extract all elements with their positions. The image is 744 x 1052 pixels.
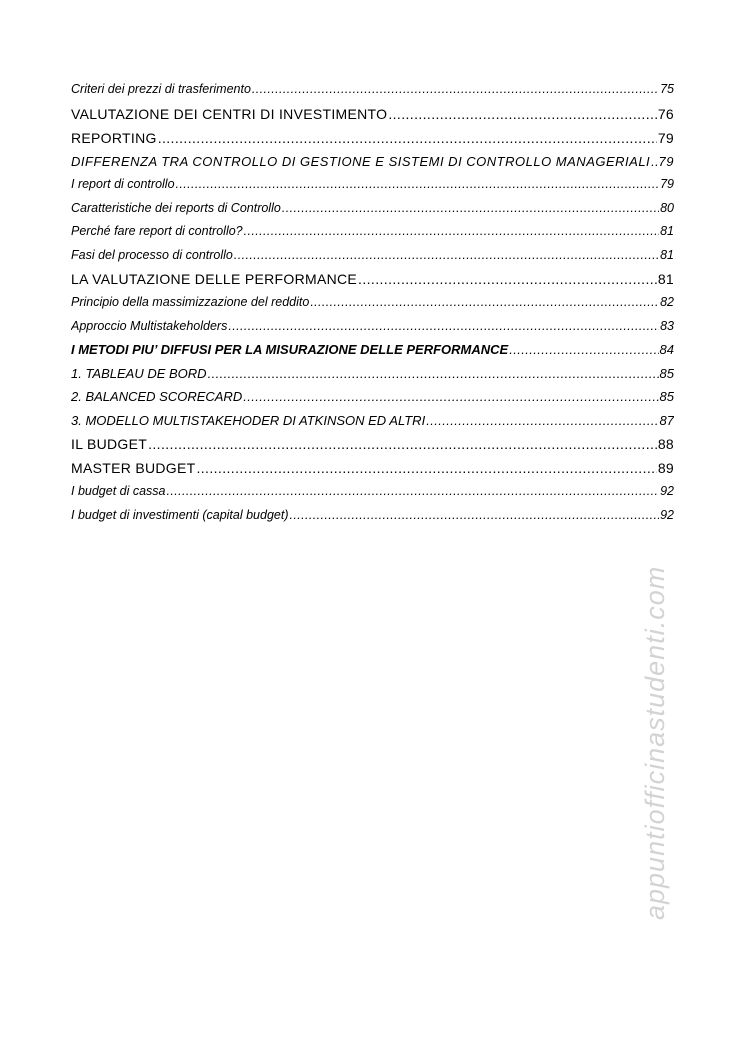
toc-entry[interactable]: [71, 456, 674, 480]
toc-entry-page: 76: [657, 105, 674, 122]
toc-entry[interactable]: [71, 244, 674, 268]
toc-entry-title: REPORTING: [71, 129, 157, 146]
toc-dot-leader: [167, 480, 660, 504]
toc-entry-page: 92: [660, 507, 674, 522]
toc-entry-page: 81: [657, 271, 674, 287]
toc-entry-title: IL BUDGET: [71, 436, 148, 452]
toc-entry-title: 1. TABLEAU DE BORD: [71, 365, 207, 381]
toc-entry-title: LA VALUTAZIONE DELLE PERFORMANCE: [71, 271, 358, 287]
toc-dot-leader: [651, 150, 657, 174]
toc-entry[interactable]: [71, 267, 674, 291]
toc-entry[interactable]: [71, 150, 674, 174]
toc-entry[interactable]: [71, 480, 674, 504]
toc-entry-title: Caratteristiche dei reports di Controllo: [71, 200, 281, 215]
table-of-contents: [71, 78, 674, 527]
toc-entry[interactable]: [71, 504, 674, 528]
toc-entry-page: 79: [658, 153, 674, 169]
toc-entry-page: 80: [660, 200, 674, 215]
toc-entry[interactable]: [71, 78, 674, 102]
toc-dot-leader: [282, 197, 659, 221]
toc-entry-page: 84: [659, 342, 674, 357]
toc-entry[interactable]: [71, 173, 674, 197]
toc-entry[interactable]: [71, 338, 674, 362]
toc-entry[interactable]: [71, 291, 674, 315]
toc-dot-leader: [176, 173, 660, 197]
toc-entry-page: 82: [660, 295, 674, 309]
toc-entry-title: DIFFERENZA TRA CONTROLLO DI GESTIONE E SISTEMI DI CONTROLLO MANAGERIALI: [71, 153, 651, 169]
toc-entry-page: 92: [660, 484, 674, 498]
toc-entry-title: I METODI PIU’ DIFFUSI PER LA MISURAZIONE DELLE PERFORMANCE: [71, 342, 509, 357]
toc-entry-page: 81: [660, 224, 674, 238]
toc-dot-leader: [252, 78, 659, 102]
toc-dot-leader: [290, 504, 660, 528]
toc-entry[interactable]: [71, 220, 674, 244]
toc-entry[interactable]: [71, 409, 674, 433]
toc-dot-leader: [158, 126, 657, 150]
toc-entry-title: Principio della massimizzazione del reddito: [71, 295, 310, 309]
toc-entry-page: 89: [657, 460, 674, 476]
toc-entry[interactable]: [71, 432, 674, 456]
toc-entry[interactable]: [71, 197, 674, 221]
toc-entry-title: Approccio Multistakeholders: [71, 318, 228, 333]
toc-entry[interactable]: [71, 315, 674, 339]
toc-entry-page: 79: [657, 129, 674, 146]
toc-dot-leader: [310, 291, 659, 315]
toc-entry-page: 88: [657, 436, 674, 452]
toc-dot-leader: [243, 385, 658, 409]
toc-dot-leader: [208, 362, 659, 386]
toc-entry-title: Perché fare report di controllo?: [71, 224, 243, 238]
toc-dot-leader: [244, 220, 659, 244]
toc-entry-title: I report di controllo: [71, 177, 175, 191]
toc-entry[interactable]: [71, 102, 674, 126]
toc-entry-title: I budget di investimenti (capital budget): [71, 507, 289, 522]
toc-entry-page: 81: [660, 247, 674, 262]
toc-entry[interactable]: [71, 126, 674, 150]
toc-dot-leader: [196, 456, 656, 480]
toc-entry-title: Criteri dei prezzi di trasferimento: [71, 82, 251, 96]
toc-entry-page: 87: [659, 412, 674, 428]
toc-dot-leader: [148, 432, 657, 456]
toc-entry-title: 2. BALANCED SCORECARD: [71, 389, 243, 404]
watermark: appuntiofficinastudenti.com: [640, 565, 670, 920]
toc-entry-page: 85: [659, 389, 674, 404]
toc-dot-leader: [228, 315, 659, 339]
toc-entry-title: MASTER BUDGET: [71, 460, 196, 476]
toc-entry-page: 75: [660, 82, 674, 96]
toc-entry-page: 79: [660, 177, 674, 191]
toc-entry-title: VALUTAZIONE DEI CENTRI DI INVESTIMENTO: [71, 105, 388, 122]
toc-dot-leader: [509, 338, 658, 362]
toc-dot-leader: [358, 267, 657, 291]
toc-entry[interactable]: [71, 385, 674, 409]
toc-dot-leader: [426, 409, 658, 433]
toc-entry-title: I budget di cassa: [71, 484, 166, 498]
toc-entry-page: 83: [660, 318, 674, 333]
toc-dot-leader: [234, 244, 659, 268]
toc-dot-leader: [388, 102, 656, 126]
toc-entry-page: 85: [659, 365, 674, 381]
toc-entry[interactable]: [71, 362, 674, 386]
toc-entry-title: 3. MODELLO MULTISTAKEHODER DI ATKINSON ED ALTRI: [71, 412, 426, 428]
toc-entry-title: Fasi del processo di controllo: [71, 247, 233, 262]
